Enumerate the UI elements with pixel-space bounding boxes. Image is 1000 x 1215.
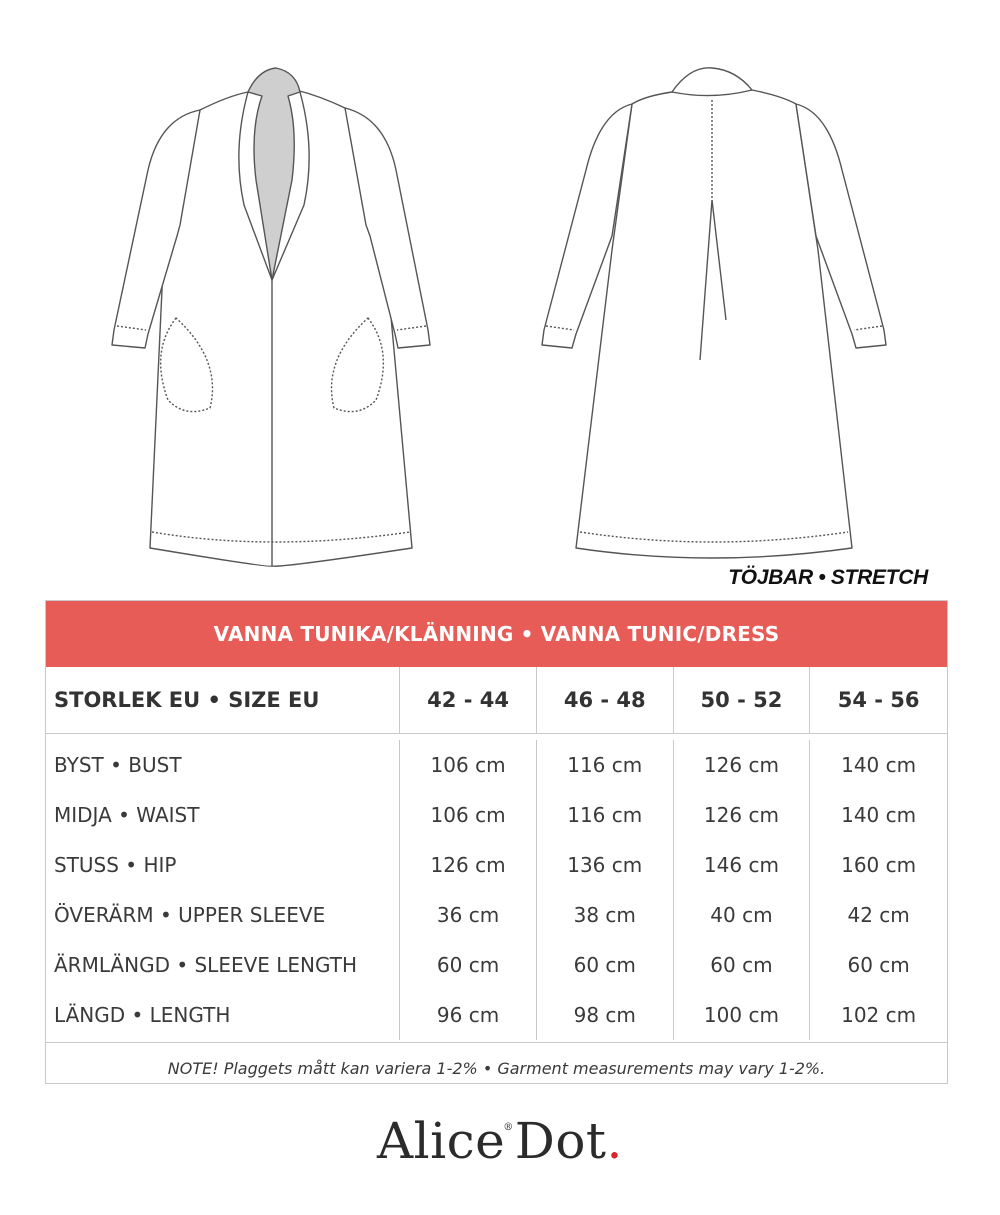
row-label: ÖVERÄRM • UPPER SLEEVE	[54, 903, 326, 927]
row-value: 146 cm	[673, 840, 810, 890]
registered-mark: ®	[503, 1122, 514, 1133]
row-value: 98 cm	[536, 990, 673, 1040]
size-label: STORLEK EU • SIZE EU	[54, 688, 320, 712]
row-value: 116 cm	[536, 740, 673, 790]
row-value: 60 cm	[536, 940, 673, 990]
table-title: VANNA TUNIKA/KLÄNNING • VANNA TUNIC/DRESS	[46, 601, 947, 667]
header-row	[46, 667, 947, 734]
row-value: 126 cm	[673, 740, 810, 790]
row-value: 140 cm	[809, 790, 947, 840]
row-value: 116 cm	[536, 790, 673, 840]
row-label: ÄRMLÄNGD • SLEEVE LENGTH	[54, 953, 358, 977]
table-row	[46, 740, 947, 790]
table-row	[46, 990, 947, 1040]
row-value: 126 cm	[673, 790, 810, 840]
garment-sketches	[0, 0, 1000, 570]
row-value: 36 cm	[399, 890, 536, 940]
stretch-label: TÖJBAR • STRETCH	[728, 566, 928, 589]
table-row	[46, 840, 947, 890]
back-view-sketch	[542, 68, 886, 558]
size-chart-table	[45, 600, 948, 1084]
row-label: LÄNGD • LENGTH	[54, 1003, 231, 1027]
row-value: 42 cm	[809, 890, 947, 940]
row-value: 60 cm	[809, 940, 947, 990]
row-value: 136 cm	[536, 840, 673, 890]
row-label: STUSS • HIP	[54, 853, 177, 877]
measurement-note: NOTE! Plaggets mått kan variera 1-2% • Garment measurements may vary 1-2%.	[167, 1058, 826, 1078]
row-value: 96 cm	[399, 990, 536, 1040]
row-value: 60 cm	[399, 940, 536, 990]
table-row	[46, 790, 947, 840]
row-value: 160 cm	[809, 840, 947, 890]
row-value: 106 cm	[399, 740, 536, 790]
logo-text-alice: Alice	[377, 1112, 506, 1170]
size-header: 46 - 48	[536, 667, 673, 733]
size-header: 42 - 44	[399, 667, 536, 733]
row-label: BYST • BUST	[54, 753, 182, 777]
front-view-sketch	[112, 68, 430, 566]
row-value: 100 cm	[673, 990, 810, 1040]
size-header: 50 - 52	[673, 667, 810, 733]
table-row	[46, 940, 947, 990]
logo-dot: .	[606, 1112, 623, 1170]
table-body	[46, 734, 947, 1043]
table-row	[46, 890, 947, 940]
row-value: 140 cm	[809, 740, 947, 790]
size-header: 54 - 56	[809, 667, 947, 733]
row-value: 60 cm	[673, 940, 810, 990]
row-value: 102 cm	[809, 990, 947, 1040]
row-value: 126 cm	[399, 840, 536, 890]
row-value: 106 cm	[399, 790, 536, 840]
row-value: 40 cm	[673, 890, 810, 940]
row-value: 38 cm	[536, 890, 673, 940]
logo-text-dot: Dot	[514, 1112, 607, 1170]
brand-logo	[0, 1112, 1000, 1170]
row-label: MIDJA • WAIST	[54, 803, 200, 827]
